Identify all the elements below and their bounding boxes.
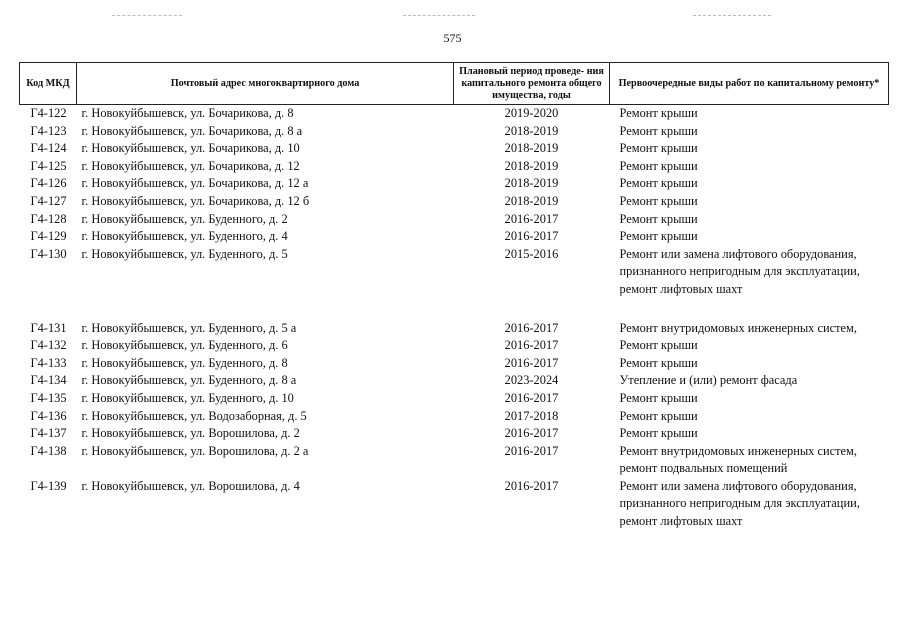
- table-row: [20, 337, 889, 355]
- cell-address: г. Новокуйбышевск, ул. Буденного, д. 8: [81, 355, 288, 370]
- cell-works: Ремонт крыши: [619, 106, 698, 120]
- cell-period: 2016-2017: [504, 320, 559, 335]
- cell-code: Г4-135: [30, 390, 67, 405]
- cell-period: 2016-2017: [504, 229, 559, 244]
- table-row: [20, 228, 889, 246]
- cell-period: 2016-2017: [504, 478, 559, 493]
- cell-address: г. Новокуйбышевск, ул. Буденного, д. 10: [81, 390, 294, 405]
- cell-period: 2016-2017: [504, 390, 559, 405]
- header-period: Плановый период проведе- ния капитального ремонта общего имущества, годы: [454, 63, 610, 105]
- scan-artifact: [693, 15, 771, 17]
- cell-code: Г4-134: [30, 373, 67, 388]
- header-works: Первоочередные виды работ по капитальному ремонту*: [610, 63, 889, 105]
- table-row: [20, 211, 889, 229]
- table-row: [20, 140, 889, 158]
- cell-address: г. Новокуйбышевск, ул. Водозаборная, д. 5: [81, 408, 307, 423]
- cell-period: 2016-2017: [504, 443, 559, 458]
- cell-period: 2023-2024: [504, 373, 559, 388]
- cell-code: Г4-136: [30, 408, 67, 423]
- cell-works: Ремонт крыши: [619, 355, 698, 370]
- cell-code: Г4-139: [30, 478, 67, 493]
- cell-works: Ремонт или замена лифтового оборудования, признанного непригодным для эксплуатации, ремонт лифтовых шахт: [619, 478, 860, 529]
- cell-period: 2015-2016: [504, 246, 559, 261]
- cell-period: 2018-2019: [504, 158, 559, 173]
- table-row: [20, 443, 889, 478]
- repair-schedule-table: [19, 62, 888, 531]
- table-row: [20, 123, 889, 141]
- cell-works: Ремонт крыши: [619, 390, 698, 405]
- header-code: Код МКД: [20, 63, 77, 105]
- cell-works: Ремонт крыши: [619, 229, 698, 244]
- cell-address: г. Новокуйбышевск, ул. Ворошилова, д. 2 а: [81, 443, 309, 458]
- cell-code: Г4-126: [30, 176, 67, 191]
- cell-period: 2018-2019: [504, 123, 559, 138]
- cell-period: 2017-2018: [504, 408, 559, 423]
- cell-works: Ремонт внутридомовых инженерных систем,: [619, 320, 857, 335]
- table-header-row: [20, 63, 889, 105]
- cell-code: Г4-137: [30, 426, 67, 441]
- cell-code: Г4-130: [30, 246, 67, 261]
- cell-code: Г4-124: [30, 141, 67, 156]
- cell-address: г. Новокуйбышевск, ул. Буденного, д. 2: [81, 211, 288, 226]
- cell-code: Г4-129: [30, 229, 67, 244]
- cell-address: г. Новокуйбышевск, ул. Ворошилова, д. 4: [81, 478, 300, 493]
- table-row: [20, 390, 889, 408]
- cell-address: г. Новокуйбышевск, ул. Буденного, д. 6: [81, 338, 288, 353]
- cell-works: Ремонт крыши: [619, 158, 698, 173]
- cell-works: Утепление и (или) ремонт фасада: [619, 373, 798, 388]
- cell-works: Ремонт или замена лифтового оборудования, признанного непригодным для эксплуатации, ремонт лифтовых шахт: [619, 246, 860, 296]
- cell-period: 2016-2017: [504, 211, 559, 226]
- cell-works: Ремонт внутридомовых инженерных систем, ремонт подвальных помещений: [619, 443, 857, 476]
- cell-works: Ремонт крыши: [619, 338, 698, 353]
- cell-code: Г4-125: [30, 158, 67, 173]
- cell-period: 2018-2019: [504, 193, 559, 208]
- cell-works: Ремонт крыши: [619, 408, 698, 423]
- cell-period: 2016-2017: [504, 426, 559, 441]
- cell-works: Ремонт крыши: [619, 426, 698, 441]
- cell-works: Ремонт крыши: [619, 211, 698, 226]
- table-row: [20, 372, 889, 390]
- cell-period: 2019-2020: [504, 106, 559, 120]
- cell-code: Г4-128: [30, 211, 67, 226]
- table-row: [20, 425, 889, 443]
- table-row: [20, 355, 889, 373]
- header-address: Почтовый адрес многоквартирного дома: [77, 63, 454, 105]
- table-row: [20, 246, 889, 320]
- cell-address: г. Новокуйбышевск, ул. Буденного, д. 4: [81, 229, 288, 244]
- cell-period: 2018-2019: [504, 176, 559, 191]
- cell-code: Г4-122: [30, 106, 67, 120]
- cell-address: г. Новокуйбышевск, ул. Бочарикова, д. 12 б: [81, 193, 310, 208]
- cell-period: 2016-2017: [504, 355, 559, 370]
- cell-address: г. Новокуйбышевск, ул. Бочарикова, д. 8 а: [81, 123, 303, 138]
- cell-code: Г4-123: [30, 123, 67, 138]
- scan-artifact: [112, 15, 182, 17]
- cell-address: г. Новокуйбышевск, ул. Буденного, д. 5: [81, 246, 288, 261]
- page-number: 575: [443, 31, 462, 45]
- cell-code: Г4-127: [30, 193, 67, 208]
- cell-address: г. Новокуйбышевск, ул. Бочарикова, д. 12 а: [81, 176, 309, 191]
- table-row: [20, 158, 889, 176]
- cell-works: Ремонт крыши: [619, 176, 698, 191]
- scan-artifact: [403, 15, 475, 17]
- cell-period: 2016-2017: [504, 338, 559, 353]
- cell-code: Г4-131: [30, 320, 67, 335]
- cell-period: 2018-2019: [504, 141, 559, 156]
- table-row: [20, 105, 889, 123]
- cell-address: г. Новокуйбышевск, ул. Буденного, д. 5 а: [81, 320, 297, 335]
- cell-address: г. Новокуйбышевск, ул. Бочарикова, д. 10: [81, 141, 300, 156]
- table-row: [20, 478, 889, 531]
- cell-code: Г4-138: [30, 443, 67, 458]
- table-row: [20, 320, 889, 338]
- cell-address: г. Новокуйбышевск, ул. Буденного, д. 8 а: [81, 373, 297, 388]
- cell-works: Ремонт крыши: [619, 141, 698, 156]
- cell-works: Ремонт крыши: [619, 193, 698, 208]
- cell-address: г. Новокуйбышевск, ул. Бочарикова, д. 12: [81, 158, 300, 173]
- cell-works: Ремонт крыши: [619, 123, 698, 138]
- table-row: [20, 175, 889, 193]
- table-row: [20, 408, 889, 426]
- table-row: [20, 193, 889, 211]
- cell-code: Г4-133: [30, 355, 67, 370]
- cell-address: г. Новокуйбышевск, ул. Бочарикова, д. 8: [81, 106, 294, 120]
- cell-address: г. Новокуйбышевск, ул. Ворошилова, д. 2: [81, 426, 300, 441]
- cell-code: Г4-132: [30, 338, 67, 353]
